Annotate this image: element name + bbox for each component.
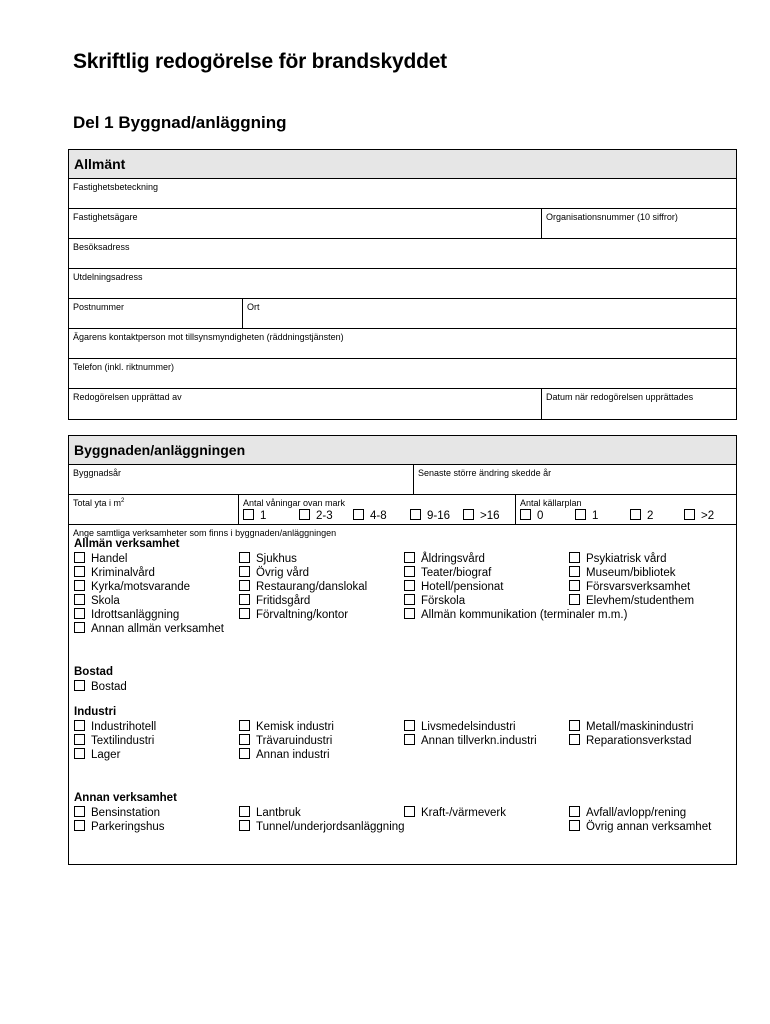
activity-option-label: Avfall/avlopp/rening xyxy=(586,807,687,819)
vaningar-group xyxy=(238,495,515,524)
telefon-field[interactable]: Telefon (inkl. riktnummer) xyxy=(73,362,175,372)
checkbox[interactable] xyxy=(569,720,580,731)
activity-option[interactable] xyxy=(404,594,465,607)
activity-option-label: Textilindustri xyxy=(91,735,155,747)
checkbox[interactable] xyxy=(239,580,250,591)
orgnr-field[interactable]: Organisationsnummer (10 siffror) xyxy=(541,209,736,238)
fastighetsagare-field[interactable]: Fastighetsägare xyxy=(73,212,138,222)
checkbox[interactable] xyxy=(404,806,415,817)
activity-option-label: Allmän kommunikation (terminaler m.m.) xyxy=(421,609,628,621)
total-yta-unit-sup: 2 xyxy=(121,498,125,504)
activity-option-label: Förskola xyxy=(421,595,466,607)
kallarplan-group xyxy=(515,495,736,524)
vaningar-option-1[interactable] xyxy=(243,509,266,522)
vaningar-option-label: 9-16 xyxy=(427,510,451,522)
activity-option-label: Reparationsverkstad xyxy=(586,735,692,747)
vaningar-option-2-3[interactable] xyxy=(299,509,333,522)
activity-option-label: Industrihotell xyxy=(91,721,157,733)
checkbox[interactable] xyxy=(74,680,85,691)
activity-option-label: Parkeringshus xyxy=(91,821,165,833)
activity-option[interactable] xyxy=(74,748,120,761)
activity-option[interactable] xyxy=(239,552,297,565)
kallarplan-option-label: 2 xyxy=(647,510,654,522)
activity-option[interactable] xyxy=(74,820,165,833)
telefon-row[interactable] xyxy=(69,359,736,389)
kallarplan-option-0[interactable] xyxy=(520,509,543,522)
ort-field[interactable]: Ort xyxy=(242,299,736,328)
checkbox[interactable] xyxy=(684,509,695,520)
checkbox[interactable] xyxy=(353,509,364,520)
activity-option[interactable] xyxy=(239,608,348,621)
activity-option-label: Fritidsgård xyxy=(256,595,311,607)
form-subtitle: Del 1 Byggnad/anläggning xyxy=(73,113,287,132)
vaningar-option-label: 4-8 xyxy=(370,510,387,522)
activity-option[interactable] xyxy=(239,566,309,579)
checkbox[interactable] xyxy=(74,622,85,633)
activity-option[interactable] xyxy=(404,566,491,579)
activity-option-label: Annan tillverkn.industri xyxy=(421,735,537,747)
activity-option-label: Sjukhus xyxy=(256,553,297,565)
activity-option[interactable] xyxy=(404,552,485,565)
activity-option[interactable] xyxy=(404,580,503,593)
vaningar-option-9-16[interactable] xyxy=(410,509,450,522)
checkbox[interactable] xyxy=(74,748,85,759)
activity-option[interactable] xyxy=(74,720,156,733)
checkbox[interactable] xyxy=(74,566,85,577)
activity-option[interactable] xyxy=(74,806,160,819)
activity-option[interactable] xyxy=(74,552,127,565)
checkbox[interactable] xyxy=(74,594,85,605)
activity-option-label: Handel xyxy=(91,553,128,565)
verksamheter-area xyxy=(69,525,736,865)
kallarplan-option-2[interactable] xyxy=(630,509,653,522)
kallarplan-label: Antal källarplan xyxy=(520,498,582,508)
activity-option[interactable] xyxy=(239,748,330,761)
general-section xyxy=(68,149,737,420)
activity-option[interactable] xyxy=(569,820,711,833)
activity-option-label: Trävaruindustri xyxy=(256,735,333,747)
checkbox[interactable] xyxy=(569,820,580,831)
activity-option-label: Hotell/pensionat xyxy=(421,581,504,593)
vaningar-option-label: 1 xyxy=(260,510,267,522)
activity-option-label: Annan allmän verksamhet xyxy=(91,623,224,635)
activity-option[interactable] xyxy=(239,734,332,747)
kallarplan-option-over-2[interactable] xyxy=(684,509,714,522)
activity-option-label: Annan industri xyxy=(256,749,330,761)
checkbox[interactable] xyxy=(569,594,580,605)
byggnadsar-row xyxy=(69,465,736,495)
utdelningsadress-row[interactable] xyxy=(69,269,736,299)
byggnadsar-field[interactable]: Byggnadsår xyxy=(73,468,122,478)
activity-option[interactable] xyxy=(569,566,675,579)
activity-option[interactable] xyxy=(74,594,120,607)
checkbox[interactable] xyxy=(239,720,250,731)
checkbox[interactable] xyxy=(299,509,310,520)
activity-option-label: Övrig vård xyxy=(256,567,310,579)
checkbox[interactable] xyxy=(74,580,85,591)
activity-option-label: Lager xyxy=(91,749,121,761)
activity-option[interactable] xyxy=(569,580,690,593)
datum-field[interactable]: Datum när redogörelsen upprättades xyxy=(541,389,736,419)
group-title: Industri xyxy=(74,706,117,718)
vaningar-option-label: 2-3 xyxy=(316,510,333,522)
checkbox[interactable] xyxy=(239,566,250,577)
activity-option-label: Försvarsverksamhet xyxy=(586,581,691,593)
activity-option-label: Kyrka/motsvarande xyxy=(91,581,191,593)
fastighetsbeteckning-field[interactable]: Fastighetsbeteckning xyxy=(73,182,159,192)
vaningar-label: Antal våningar ovan mark xyxy=(243,498,346,508)
checkbox[interactable] xyxy=(520,509,531,520)
activity-option-label: Museum/bibliotek xyxy=(586,567,676,579)
activity-option[interactable] xyxy=(404,720,516,733)
fastighetsagare-row xyxy=(69,209,736,239)
checkbox[interactable] xyxy=(569,552,580,563)
checkbox[interactable] xyxy=(404,552,415,563)
vaningar-option-over-16[interactable] xyxy=(463,509,500,522)
checkbox[interactable] xyxy=(404,734,415,745)
group-title: Annan verksamhet xyxy=(74,792,177,804)
checkbox[interactable] xyxy=(239,552,250,563)
activity-option[interactable] xyxy=(74,734,154,747)
kallarplan-option-1[interactable] xyxy=(575,509,598,522)
activity-option[interactable] xyxy=(74,566,155,579)
activity-option-label: Lantbruk xyxy=(256,807,301,819)
group-title: Bostad xyxy=(74,666,113,678)
checkbox[interactable] xyxy=(404,566,415,577)
checkbox[interactable] xyxy=(410,509,421,520)
checkbox[interactable] xyxy=(575,509,586,520)
checkbox[interactable] xyxy=(239,806,250,817)
upprattad-av-field[interactable]: Redogörelsen upprättad av xyxy=(73,392,182,402)
activity-option-label: Kriminalvård xyxy=(91,567,155,579)
activity-option[interactable] xyxy=(74,680,127,693)
upprattad-row xyxy=(69,389,736,419)
checkbox[interactable] xyxy=(239,608,250,619)
checkbox[interactable] xyxy=(74,806,85,817)
general-heading: Allmänt xyxy=(69,150,736,179)
checkbox[interactable] xyxy=(569,566,580,577)
checkbox[interactable] xyxy=(239,820,250,831)
checkbox[interactable] xyxy=(630,509,641,520)
checkbox[interactable] xyxy=(74,820,85,831)
activity-option-label: Övrig annan verksamhet xyxy=(586,821,712,833)
activity-option[interactable] xyxy=(239,580,367,593)
activity-option[interactable] xyxy=(404,608,627,621)
fastighetsbeteckning-row[interactable] xyxy=(69,179,736,209)
activity-option[interactable] xyxy=(404,734,537,747)
checkbox[interactable] xyxy=(569,734,580,745)
activity-option-label: Förvaltning/kontor xyxy=(256,609,349,621)
checkbox[interactable] xyxy=(404,720,415,731)
checkbox[interactable] xyxy=(404,608,415,619)
activity-option[interactable] xyxy=(74,580,190,593)
activity-option[interactable] xyxy=(569,734,691,747)
kallarplan-option-label: >2 xyxy=(701,510,715,522)
total-yta-label: Total yta i m xyxy=(73,498,122,508)
activity-option-label: Metall/maskinindustri xyxy=(586,721,694,733)
checkbox[interactable] xyxy=(239,734,250,745)
activity-option-label: Skola xyxy=(91,595,120,607)
checkbox[interactable] xyxy=(239,594,250,605)
activity-option-label: Åldringsvård xyxy=(421,553,485,565)
activity-option-label: Kemisk industri xyxy=(256,721,334,733)
activity-option[interactable] xyxy=(239,594,310,607)
activity-option[interactable] xyxy=(569,720,693,733)
utdelningsadress-field[interactable]: Utdelningsadress xyxy=(73,272,143,282)
activity-option[interactable] xyxy=(239,806,301,819)
yta-row xyxy=(69,495,736,525)
building-heading: Byggnaden/anläggningen xyxy=(69,436,736,465)
kallarplan-option-label: 1 xyxy=(592,510,599,522)
activity-option[interactable] xyxy=(569,594,694,607)
kallarplan-option-label: 0 xyxy=(537,510,544,522)
activity-option[interactable] xyxy=(74,622,224,635)
activity-option-label: Livsmedelsindustri xyxy=(421,721,516,733)
group-title: Allmän verksamhet xyxy=(74,538,180,550)
checkbox[interactable] xyxy=(404,594,415,605)
activity-option-label: Kraft-/värmeverk xyxy=(421,807,506,819)
postnummer-row xyxy=(69,299,736,329)
checkbox[interactable] xyxy=(74,552,85,563)
activity-option-label: Bensinstation xyxy=(91,807,161,819)
activity-option[interactable] xyxy=(569,552,667,565)
activity-option-label: Restaurang/danslokal xyxy=(256,581,368,593)
vaningar-option-4-8[interactable] xyxy=(353,509,387,522)
activity-option[interactable] xyxy=(404,806,506,819)
checkbox[interactable] xyxy=(74,720,85,731)
activity-option[interactable] xyxy=(74,608,179,621)
checkbox[interactable] xyxy=(463,509,474,520)
activity-option-label: Tunnel/underjordsanläggning xyxy=(256,821,405,833)
activity-option-label: Idrottsanläggning xyxy=(91,609,180,621)
postnummer-field[interactable]: Postnummer xyxy=(73,302,125,312)
checkbox[interactable] xyxy=(243,509,254,520)
activity-option-label: Elevhem/studenthem xyxy=(586,595,695,607)
activity-option[interactable] xyxy=(569,806,686,819)
checkbox[interactable] xyxy=(74,608,85,619)
form-title: Skriftlig redogörelse för brandskyddet xyxy=(73,50,447,73)
activity-option-label: Psykiatrisk vård xyxy=(586,553,667,565)
besoksadress-field[interactable]: Besöksadress xyxy=(73,242,130,252)
kontaktperson-field[interactable]: Ägarens kontaktperson mot tillsynsmyndigheten (räddningstjänsten) xyxy=(73,332,344,342)
activity-option[interactable] xyxy=(239,720,334,733)
vaningar-option-label: >16 xyxy=(480,510,500,522)
checkbox[interactable] xyxy=(569,806,580,817)
checkbox[interactable] xyxy=(569,580,580,591)
besoksadress-row[interactable] xyxy=(69,239,736,269)
checkbox[interactable] xyxy=(74,734,85,745)
activity-option[interactable] xyxy=(239,820,405,833)
kontaktperson-row[interactable] xyxy=(69,329,736,359)
total-yta-field[interactable] xyxy=(69,495,238,524)
activity-option-label: Teater/biograf xyxy=(421,567,492,579)
activity-option-label: Bostad xyxy=(91,681,127,693)
building-section xyxy=(68,435,737,865)
senaste-andring-field[interactable]: Senaste större ändring skedde år xyxy=(413,465,736,494)
verksamheter-note: Ange samtliga verksamheter som finns i byggnaden/anläggningen xyxy=(73,528,337,538)
checkbox[interactable] xyxy=(239,748,250,759)
checkbox[interactable] xyxy=(404,580,415,591)
